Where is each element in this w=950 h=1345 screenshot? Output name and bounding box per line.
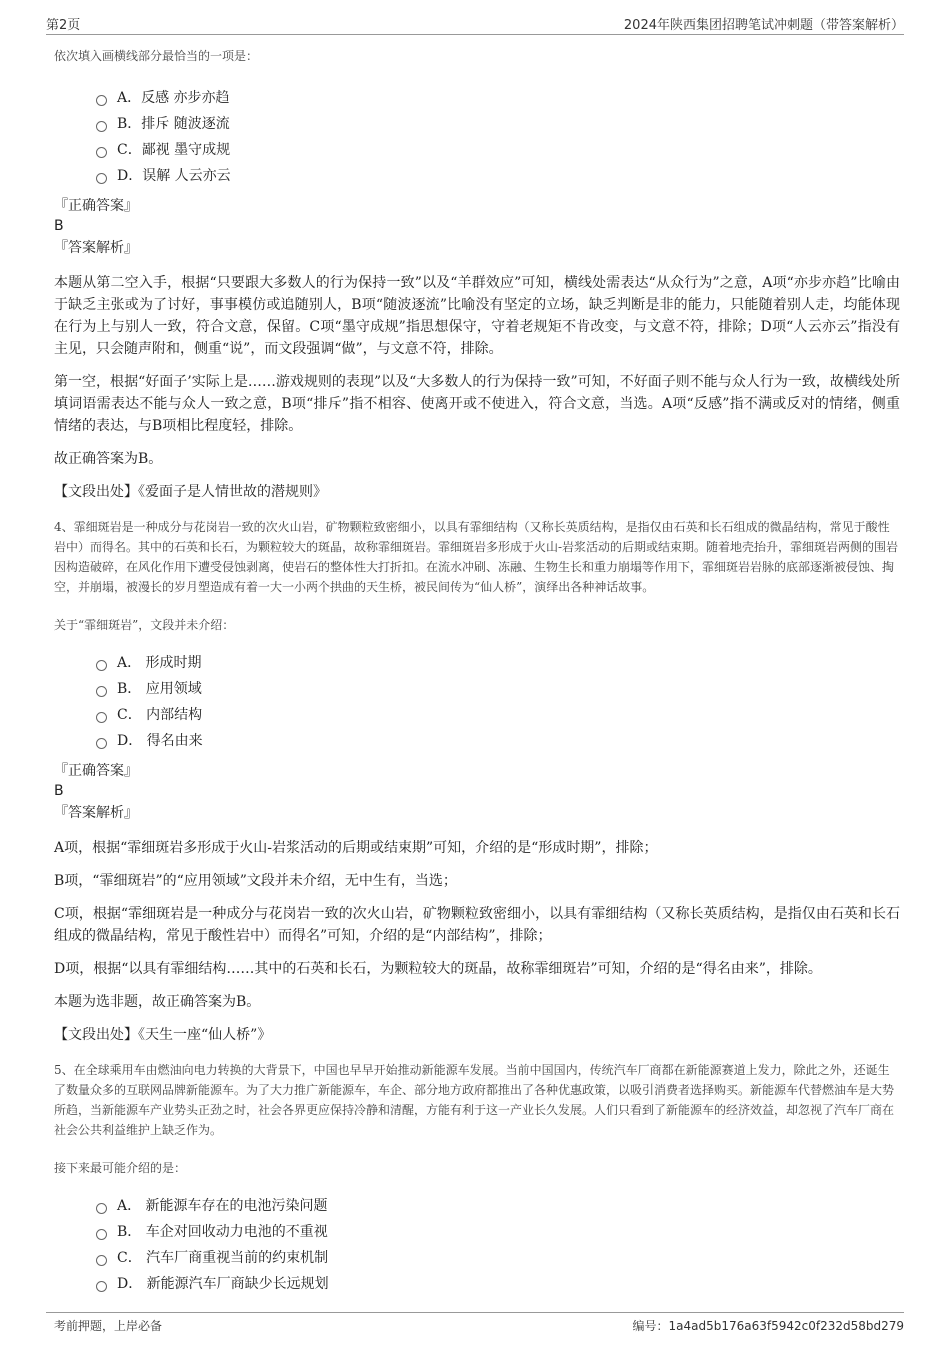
radio-icon[interactable] (96, 1281, 107, 1292)
q4-analysis-para: A项，根据“霏细斑岩多形成于火山-岩浆活动的后期或结束期”可知，介绍的是“形成时期”，排除； (54, 840, 658, 856)
document-id: 编号：1a4ad5b176a63f5942c0f232d58bd279 (632, 1319, 904, 1333)
radio-icon[interactable] (96, 660, 107, 671)
document-title: 2024年陕西集团招聘笔试冲刺题（带答案解析） (623, 18, 904, 33)
q3-option-c[interactable] (96, 136, 900, 162)
option-label: C． 内部结构 (117, 707, 203, 723)
option-label: D． 得名由来 (117, 733, 203, 749)
q3-analysis-title: 『答案解析』 (54, 240, 138, 256)
radio-icon[interactable] (96, 1203, 107, 1214)
radio-icon[interactable] (96, 173, 107, 184)
q4-option-b[interactable] (96, 675, 900, 701)
q4-option-d[interactable] (96, 727, 900, 753)
q5-option-d[interactable] (96, 1270, 900, 1296)
q5-prompt: 接下来最可能介绍的是： (54, 1161, 187, 1175)
q4-analysis-para: D项，根据“以具有霏细结构……其中的石英和长石，为颗粒较大的斑晶，故称霏细斑岩”可知，介绍的是“得名由来”，排除。 (54, 961, 822, 977)
q5-text: 5、在全球乘用车由燃油向电力转换的大背景下，中国也早早开始推动新能源车发展。当前中国国内，传统汽车厂商都在新能源赛道上发力，除此之外，还诞生了数量众多的互联网品牌新能源车。为了大力推广新能源车，车企、部分地方政府都推出了各种优惠政策，以吸引消费者选择购买。新能源车代替燃油车是大势所趋，当新能源车产业势头正劲之时，社会各界更应保持冷静和清醒，方能有利于这一产业长久发展。人们只看到了新能源车的经济效益，却忽视了汽车厂商在社会公共利益维护上缺乏作为。 (54, 1063, 895, 1137)
q4-option-a[interactable] (96, 649, 900, 675)
q3-option-d[interactable] (96, 162, 900, 188)
q3-options (96, 84, 900, 188)
q4-option-c[interactable] (96, 701, 900, 727)
radio-icon[interactable] (96, 712, 107, 723)
q4-analysis-para: 本题为选非题，故正确答案为B。 (54, 994, 261, 1010)
q3-answer: B (54, 218, 64, 234)
q3-option-a[interactable] (96, 84, 900, 110)
q3-source: 【文段出处】《爱面子是人情世故的潜规则》 (54, 484, 327, 500)
radio-icon[interactable] (96, 1229, 107, 1240)
q5-option-c[interactable] (96, 1244, 900, 1270)
q4-prompt: 关于“霏细斑岩”，文段并未介绍： (54, 618, 235, 632)
page-footer (46, 1312, 904, 1337)
page-number: 第2页 (46, 18, 81, 33)
q5-options (96, 1192, 900, 1296)
q4-text: 4、霏细斑岩是一种成分与花岗岩一致的次火山岩，矿物颗粒致密细小，以具有霏细结构（又称长英质结构，是指仅由石英和长石组成的微晶结构，常见于酸性岩中）而得名。其中的石英和长石，为颗粒较大的斑晶，故称霏细斑岩。霏细斑岩多形成于火山-岩浆活动的后期或结束期。随着地壳抬升，霏细斑岩两侧的围岩因构造破碎，在风化作用下遭受侵蚀剥离，使岩石的整体性大打折扣。在流水冲刷、冻融、生物生长和重力崩塌等作用下，霏细斑岩岩脉的底部逐渐被侵蚀、掏空，并崩塌，被漫长的岁月塑造成有着一大一小两个拱曲的天生桥，被民间传为“仙人桥”，演绎出各种神话故事。 (54, 520, 899, 594)
q3-answer-title: 『正确答案』 (54, 198, 138, 214)
q4-analysis-para: B项，“霏细斑岩”的“应用领域”文段并未介绍，无中生有，当选； (54, 873, 457, 889)
option-label: A． 新能源车存在的电池污染问题 (117, 1198, 328, 1214)
q3-analysis-para: 第一空，根据“好面子’实际上是……游戏规则的表现”以及“大多数人的行为保持一致”可知，不好面子则不能与众人行为一致，故横线处所填词语需表达不能与众人一致之意，B项“排斥”指不相容、使离开或不使进入，符合文意，当选。A项“反感”指不满或反对的情绪，侧重情绪的表达，与B项相比程度轻，排除。 (54, 374, 900, 434)
page-header (46, 14, 904, 35)
document-body (54, 46, 900, 1304)
q3-prompt: 依次填入画横线部分最恰当的一项是： (54, 49, 259, 63)
option-label: A．反感 亦步亦趋 (117, 90, 230, 106)
q4-options (96, 649, 900, 753)
q5-option-a[interactable] (96, 1192, 900, 1218)
option-label: A． 形成时期 (117, 655, 202, 671)
option-label: C．鄙视 墨守成规 (117, 142, 231, 158)
q4-analysis-title: 『答案解析』 (54, 805, 138, 821)
radio-icon[interactable] (96, 147, 107, 158)
q4-analysis-para: C项，根据“霏细斑岩是一种成分与花岗岩一致的次火山岩，矿物颗粒致密细小，以具有霏细结构（又称长英质结构，是指仅由石英和长石组成的微晶结构，常见于酸性岩中）而得名”可知，介绍的是“内部结构”，排除； (54, 906, 900, 944)
option-label: B． 车企对回收动力电池的不重视 (117, 1224, 328, 1240)
option-label: C． 汽车厂商重视当前的约束机制 (117, 1250, 329, 1266)
footer-slogan: 考前押题，上岸必备 (54, 1319, 163, 1333)
radio-icon[interactable] (96, 95, 107, 106)
radio-icon[interactable] (96, 686, 107, 697)
q3-analysis-para: 故正确答案为B。 (54, 451, 163, 467)
q3-option-b[interactable] (96, 110, 900, 136)
radio-icon[interactable] (96, 1255, 107, 1266)
option-label: D． 新能源汽车厂商缺少长远规划 (117, 1276, 329, 1292)
q4-answer: B (54, 783, 64, 799)
q3-analysis-para: 本题从第二空入手，根据“只要跟大多数人的行为保持一致”以及“羊群效应”可知，横线处需表达“从众行为”之意，A项“亦步亦趋”比喻由于缺乏主张或为了讨好，事事模仿或追随别人，B项“随波逐流”比喻没有坚定的立场，缺乏判断是非的能力，只能随着别人走，均能体现在行为上与别人一致，符合文意，保留。C项“墨守成规”指思想保守，守着老规矩不肯改变，与文意不符，排除；D项“人云亦云”指没有主见，只会随声附和，侧重“说”，而文段强调“做”，与文意不符，排除。 (54, 275, 900, 357)
option-label: B．排斥 随波逐流 (117, 116, 230, 132)
q4-source: 【文段出处】《天生一座“仙人桥”》 (54, 1027, 272, 1043)
option-label: D．误解 人云亦云 (117, 168, 231, 184)
radio-icon[interactable] (96, 121, 107, 132)
option-label: B． 应用领域 (117, 681, 202, 697)
radio-icon[interactable] (96, 738, 107, 749)
q4-answer-title: 『正确答案』 (54, 763, 138, 779)
q5-option-b[interactable] (96, 1218, 900, 1244)
